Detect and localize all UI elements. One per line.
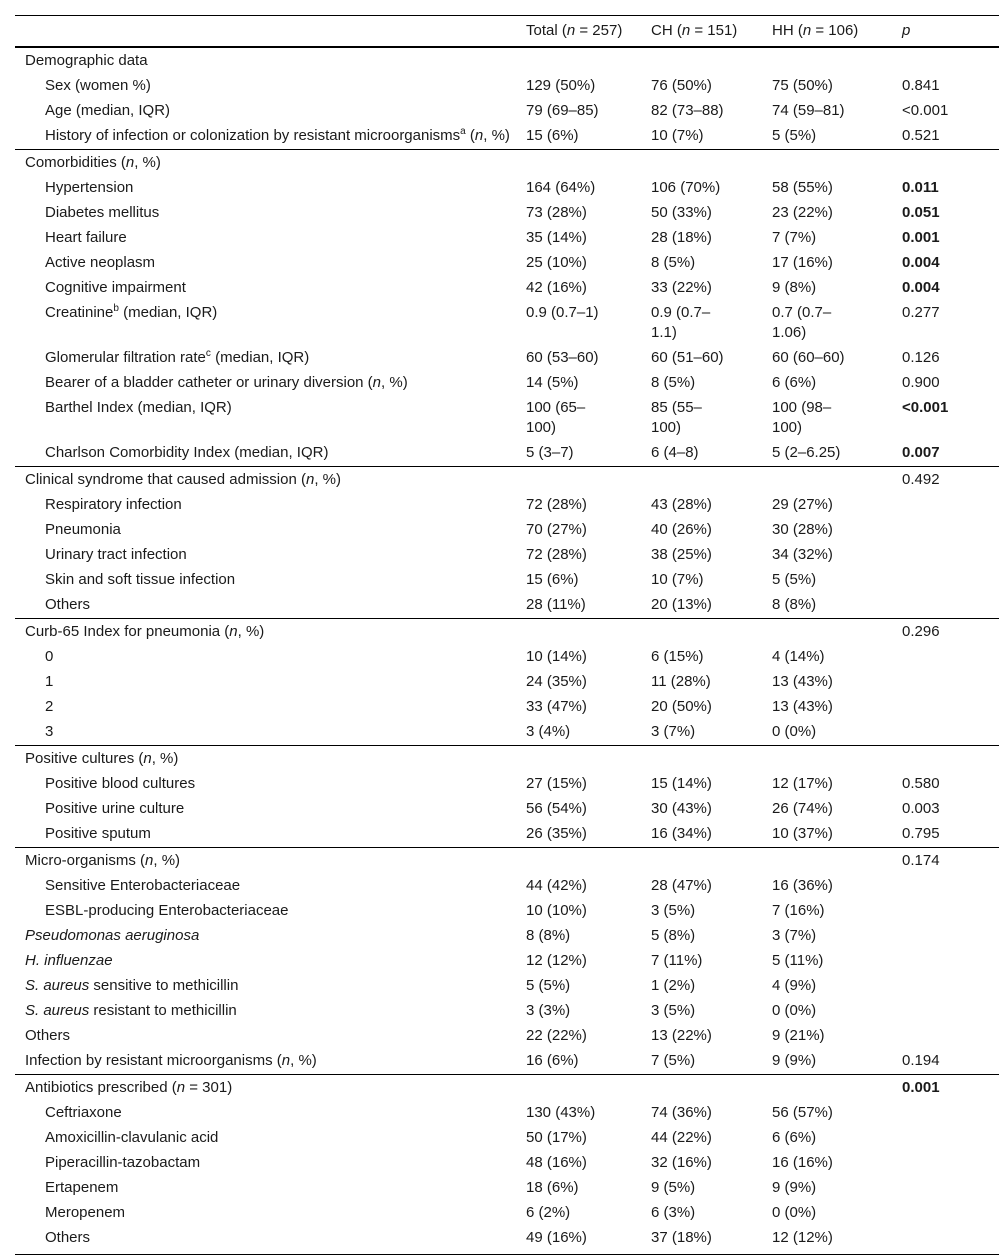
- cell-hh: 10 (37%): [772, 825, 833, 842]
- row-label: Urinary tract infection: [45, 546, 187, 563]
- cell-ch: 6 (4–8): [651, 444, 699, 461]
- cell-hh: 26 (74%): [772, 800, 833, 817]
- row-label: S. aureus sensitive to methicillin: [25, 977, 239, 994]
- cell-ch: 32 (16%): [651, 1154, 712, 1171]
- cell-ch: 106 (70%): [651, 179, 721, 196]
- section-row-comorbidities: [15, 150, 999, 177]
- cell-ch: 9 (5%): [651, 1179, 696, 1196]
- row-label: Ertapenem: [45, 1179, 119, 1196]
- row-label: Amoxicillin-clavulanic acid: [45, 1129, 219, 1146]
- cell-hh: 30 (28%): [772, 521, 833, 538]
- cell-hh: 12 (12%): [756, 1226, 886, 1255]
- table-row: [15, 670, 999, 695]
- cell-total: 3 (4%): [526, 723, 571, 740]
- cell-p: 0.004: [902, 279, 940, 296]
- cell-total: 6 (2%): [526, 1204, 571, 1221]
- table-row: [15, 949, 999, 974]
- table-row: [15, 1024, 999, 1049]
- cell-total: 12 (12%): [526, 952, 587, 969]
- table-row: [15, 899, 999, 924]
- cell-total: 164 (64%): [526, 179, 596, 196]
- cell-hh: 13 (43%): [772, 673, 833, 690]
- header-p: p: [886, 16, 999, 48]
- cell-p: 0.174: [886, 848, 999, 875]
- cell-ch: 3 (5%): [651, 1002, 696, 1019]
- row-label: Micro-organisms (n, %): [15, 848, 510, 875]
- table-row: [15, 720, 999, 746]
- row-label: 0: [45, 648, 54, 665]
- cell-ch: 5 (8%): [651, 927, 696, 944]
- cell-total: 14 (5%): [526, 374, 579, 391]
- row-label: Piperacillin-tazobactam: [45, 1154, 201, 1171]
- cell-hh: 60 (60–60): [772, 349, 845, 366]
- cell-total: 56 (54%): [526, 800, 587, 817]
- cell-hh: 4 (9%): [772, 977, 817, 994]
- cell-hh: 9 (21%): [772, 1027, 825, 1044]
- cell-hh: 74 (59–81): [772, 102, 845, 119]
- section-row-demographic: [15, 47, 999, 74]
- cell-p: 0.003: [902, 800, 940, 817]
- row-label: Charlson Comorbidity Index (median, IQR): [45, 444, 329, 461]
- row-label: 1: [45, 673, 54, 690]
- cell-ch: 8 (5%): [651, 254, 696, 271]
- cell-hh: 23 (22%): [772, 204, 833, 221]
- cell-total: 35 (14%): [526, 229, 587, 246]
- cell-hh: 6 (6%): [772, 374, 817, 391]
- cell-total: 15 (6%): [526, 127, 579, 144]
- header-row: [15, 16, 999, 48]
- cell-hh: 7 (7%): [772, 229, 817, 246]
- cell-total: 129 (50%): [526, 77, 596, 94]
- cell-hh: 7 (16%): [772, 902, 825, 919]
- row-label: Heart failure: [45, 229, 127, 246]
- cell-hh: 5 (11%): [772, 952, 824, 969]
- cell-hh: 13 (43%): [772, 698, 833, 715]
- cell-total: 28 (11%): [526, 596, 586, 613]
- row-label: Clinical syndrome that caused admission (n, %): [15, 467, 510, 494]
- table-row: [15, 176, 999, 201]
- cell-ch: 8 (5%): [651, 374, 696, 391]
- table-row: [15, 924, 999, 949]
- cell-p: 0.521: [902, 127, 940, 144]
- row-label: Age (median, IQR): [45, 102, 171, 119]
- section-row-antibiotics: [15, 1075, 999, 1102]
- cell-p: 0.841: [902, 77, 940, 94]
- table-row: [15, 772, 999, 797]
- row-label: Others: [15, 1226, 510, 1255]
- cell-p: 0.900: [902, 374, 940, 391]
- row-label: Hypertension: [45, 179, 134, 196]
- cell-total: 16 (6%): [526, 1052, 579, 1069]
- cell-total: 27 (15%): [526, 775, 587, 792]
- table-row: [15, 276, 999, 301]
- cell-ch: 10 (7%): [651, 127, 704, 144]
- cell-total: 18 (6%): [526, 1179, 579, 1196]
- cell-ch: 76 (50%): [651, 77, 712, 94]
- table-row: [15, 371, 999, 396]
- row-label: History of infection or colonization by resistant microorganisms$^a$ (n, %): [45, 126, 510, 144]
- cell-ch: 82 (73–88): [651, 102, 724, 119]
- row-label: Demographic data: [25, 52, 148, 69]
- cell-ch: 30 (43%): [651, 800, 712, 817]
- cell-ch: 33 (22%): [651, 279, 712, 296]
- cell-hh: 5 (2–6.25): [772, 444, 841, 461]
- row-label: ESBL-producing Enterobacteriaceae: [45, 902, 289, 919]
- table-row: [15, 1101, 999, 1126]
- row-label: Creatinine$^b$ (median, IQR): [45, 303, 218, 321]
- cell-hh: 58 (55%): [772, 179, 833, 196]
- cell-p: 0.004: [902, 254, 940, 271]
- table-row: [15, 396, 999, 441]
- row-label: Positive cultures (n, %): [15, 746, 510, 773]
- cell-ch: 1 (2%): [651, 977, 696, 994]
- cell-ch: 28 (18%): [651, 229, 712, 246]
- table-row: [15, 1151, 999, 1176]
- cell-p: 0.001: [902, 229, 940, 246]
- cell-ch: 3 (5%): [651, 902, 696, 919]
- table-row: [15, 974, 999, 999]
- cell-hh: 16 (36%): [772, 877, 833, 894]
- cell-total: 70 (27%): [526, 521, 587, 538]
- row-label: Comorbidities (n, %): [15, 150, 510, 177]
- cell-hh: 100 (98–100): [772, 399, 832, 436]
- cell-p: 0.492: [886, 467, 999, 494]
- cell-ch: 6 (3%): [651, 1204, 696, 1221]
- cell-total: 22 (22%): [526, 1027, 587, 1044]
- row-label: Meropenem: [45, 1204, 126, 1221]
- cell-hh: 16 (16%): [772, 1154, 833, 1171]
- cell-ch: 7 (11%): [651, 952, 703, 969]
- table-row: [15, 74, 999, 99]
- row-label: Skin and soft tissue infection: [45, 571, 236, 588]
- cell-hh: 0 (0%): [772, 1002, 817, 1019]
- cell-ch: 15 (14%): [651, 775, 712, 792]
- table-row: [15, 1126, 999, 1151]
- header-label-col: [15, 16, 510, 48]
- cell-hh: 9 (9%): [772, 1179, 817, 1196]
- cell-hh: 5 (5%): [772, 571, 817, 588]
- cell-ch: 0.9 (0.7–1.1): [651, 304, 711, 341]
- cell-total: 49 (16%): [510, 1226, 635, 1255]
- row-label: Others: [45, 596, 91, 613]
- row-label: Positive urine culture: [45, 800, 185, 817]
- cell-total: 72 (28%): [526, 546, 587, 563]
- table-row: [15, 593, 999, 619]
- row-label: 2: [45, 698, 54, 715]
- table-row: [15, 301, 999, 346]
- cell-p: 0.126: [902, 349, 940, 366]
- cell-total: 25 (10%): [526, 254, 587, 271]
- cell-ch: 60 (51–60): [651, 349, 724, 366]
- table-row: [15, 493, 999, 518]
- row-label: Ceftriaxone: [45, 1104, 122, 1121]
- row-label: 3: [45, 723, 54, 740]
- cell-ch: 7 (5%): [651, 1052, 696, 1069]
- cell-total: 50 (17%): [526, 1129, 587, 1146]
- cell-total: 130 (43%): [526, 1104, 596, 1121]
- row-label: Positive sputum: [45, 825, 151, 842]
- cell-ch: 6 (15%): [651, 648, 704, 665]
- cell-p: 0.194: [902, 1052, 940, 1069]
- cell-ch: 3 (7%): [651, 723, 696, 740]
- cell-p: 0.277: [902, 304, 940, 321]
- cell-total: 79 (69–85): [526, 102, 599, 119]
- cell-hh: 5 (5%): [772, 127, 817, 144]
- table-row: [15, 1201, 999, 1226]
- cell-hh: 4 (14%): [772, 648, 825, 665]
- table-row: [15, 1049, 999, 1075]
- cell-total: 5 (3–7): [526, 444, 574, 461]
- row-label: Positive blood cultures: [45, 775, 196, 792]
- table-row: [15, 518, 999, 543]
- cell-total: 10 (14%): [526, 648, 587, 665]
- cell-p: 0.007: [902, 444, 940, 461]
- cell-ch: 37 (18%): [635, 1226, 756, 1255]
- cell-hh: 0.7 (0.7–1.06): [772, 304, 832, 341]
- cell-total: 33 (47%): [526, 698, 587, 715]
- section-row-positive-cultures: [15, 746, 999, 773]
- row-label: Infection by resistant microorganisms (n, %): [25, 1052, 317, 1069]
- table-row: [15, 99, 999, 124]
- table-row: [15, 822, 999, 848]
- cell-total: 10 (10%): [526, 902, 587, 919]
- row-label: Cognitive impairment: [45, 279, 186, 296]
- cell-hh: 56 (57%): [772, 1104, 833, 1121]
- table-row: [15, 797, 999, 822]
- cell-hh: 17 (16%): [772, 254, 833, 271]
- cell-total: 72 (28%): [526, 496, 587, 513]
- cell-ch: 16 (34%): [651, 825, 712, 842]
- row-label: Others: [25, 1027, 71, 1044]
- section-row-clinical-syndrome: [15, 467, 999, 494]
- row-label: Sensitive Enterobacteriaceae: [45, 877, 241, 894]
- cell-ch: 10 (7%): [651, 571, 704, 588]
- row-label: Antibiotics prescribed (n = 301): [15, 1075, 510, 1102]
- cell-hh: 34 (32%): [772, 546, 833, 563]
- row-label: S. aureus resistant to methicillin: [25, 1002, 237, 1019]
- cell-hh: 9 (9%): [772, 1052, 817, 1069]
- row-label: Pseudomonas aeruginosa: [25, 927, 200, 944]
- table-row: [15, 201, 999, 226]
- cell-total: 73 (28%): [526, 204, 587, 221]
- cell-p: 0.580: [902, 775, 940, 792]
- cell-total: 8 (8%): [526, 927, 571, 944]
- row-label: H. influenzae: [25, 952, 113, 969]
- cell-ch: 85 (55–100): [651, 399, 702, 436]
- cell-p: <0.001: [902, 102, 949, 119]
- cell-ch: 44 (22%): [651, 1129, 712, 1146]
- cell-hh: 0 (0%): [772, 1204, 817, 1221]
- row-label: Curb-65 Index for pneumonia (n, %): [15, 619, 510, 646]
- table-row: [15, 568, 999, 593]
- cell-hh: 0 (0%): [772, 723, 817, 740]
- characteristics-table: [15, 15, 999, 1255]
- cell-p: <0.001: [902, 399, 949, 416]
- cell-total: 100 (65–100): [526, 399, 586, 436]
- table-row: [15, 251, 999, 276]
- cell-total: 5 (5%): [526, 977, 571, 994]
- cell-ch: 11 (28%): [651, 673, 711, 690]
- cell-hh: 9 (8%): [772, 279, 817, 296]
- table-row: [15, 999, 999, 1024]
- cell-hh: 3 (7%): [772, 927, 817, 944]
- table-row: [15, 1226, 999, 1255]
- cell-total: 48 (16%): [526, 1154, 587, 1171]
- cell-ch: 20 (50%): [651, 698, 712, 715]
- cell-hh: 75 (50%): [772, 77, 833, 94]
- row-label: Diabetes mellitus: [45, 204, 160, 221]
- table-row: [15, 441, 999, 467]
- cell-ch: 20 (13%): [651, 596, 712, 613]
- cell-total: 15 (6%): [526, 571, 579, 588]
- table-row: [15, 543, 999, 568]
- cell-total: 44 (42%): [526, 877, 587, 894]
- cell-total: 3 (3%): [526, 1002, 571, 1019]
- cell-ch: 28 (47%): [651, 877, 712, 894]
- section-row-curb65: [15, 619, 999, 646]
- cell-total: 0.9 (0.7–1): [526, 304, 599, 321]
- row-label: Sex (women %): [45, 77, 151, 94]
- header-hh: HH (n = 106): [756, 16, 886, 48]
- cell-hh: 12 (17%): [772, 775, 833, 792]
- table-row: [15, 874, 999, 899]
- table-row: [15, 346, 999, 371]
- row-label: Glomerular filtration rate$^c$ (median, IQR): [45, 348, 310, 366]
- table-row: [15, 645, 999, 670]
- row-label: Respiratory infection: [45, 496, 182, 513]
- cell-total: 24 (35%): [526, 673, 587, 690]
- cell-ch: 13 (22%): [651, 1027, 712, 1044]
- cell-p: 0.001: [886, 1075, 999, 1102]
- cell-ch: 43 (28%): [651, 496, 712, 513]
- cell-total: 42 (16%): [526, 279, 587, 296]
- cell-p: 0.051: [902, 204, 940, 221]
- table-row: [15, 226, 999, 251]
- row-label: Bearer of a bladder catheter or urinary diversion (n, %): [45, 374, 408, 391]
- row-label: Pneumonia: [45, 521, 121, 538]
- cell-total: 60 (53–60): [526, 349, 599, 366]
- cell-p: 0.795: [902, 825, 940, 842]
- section-row-micro-organisms: [15, 848, 999, 875]
- cell-hh: 8 (8%): [772, 596, 817, 613]
- cell-total: 26 (35%): [526, 825, 587, 842]
- cell-ch: 74 (36%): [651, 1104, 712, 1121]
- cell-ch: 40 (26%): [651, 521, 712, 538]
- cell-ch: 38 (25%): [651, 546, 712, 563]
- header-ch: CH (n = 151): [635, 16, 756, 48]
- cell-hh: 29 (27%): [772, 496, 833, 513]
- row-label: Active neoplasm: [45, 254, 156, 271]
- row-label: Barthel Index (median, IQR): [45, 399, 232, 416]
- cell-ch: 50 (33%): [651, 204, 712, 221]
- table-row: [15, 124, 999, 150]
- header-total: Total (n = 257): [510, 16, 635, 48]
- table-row: [15, 695, 999, 720]
- cell-hh: 6 (6%): [772, 1129, 817, 1146]
- table-row: [15, 1176, 999, 1201]
- cell-p: 0.011: [902, 179, 939, 196]
- cell-p: 0.296: [886, 619, 999, 646]
